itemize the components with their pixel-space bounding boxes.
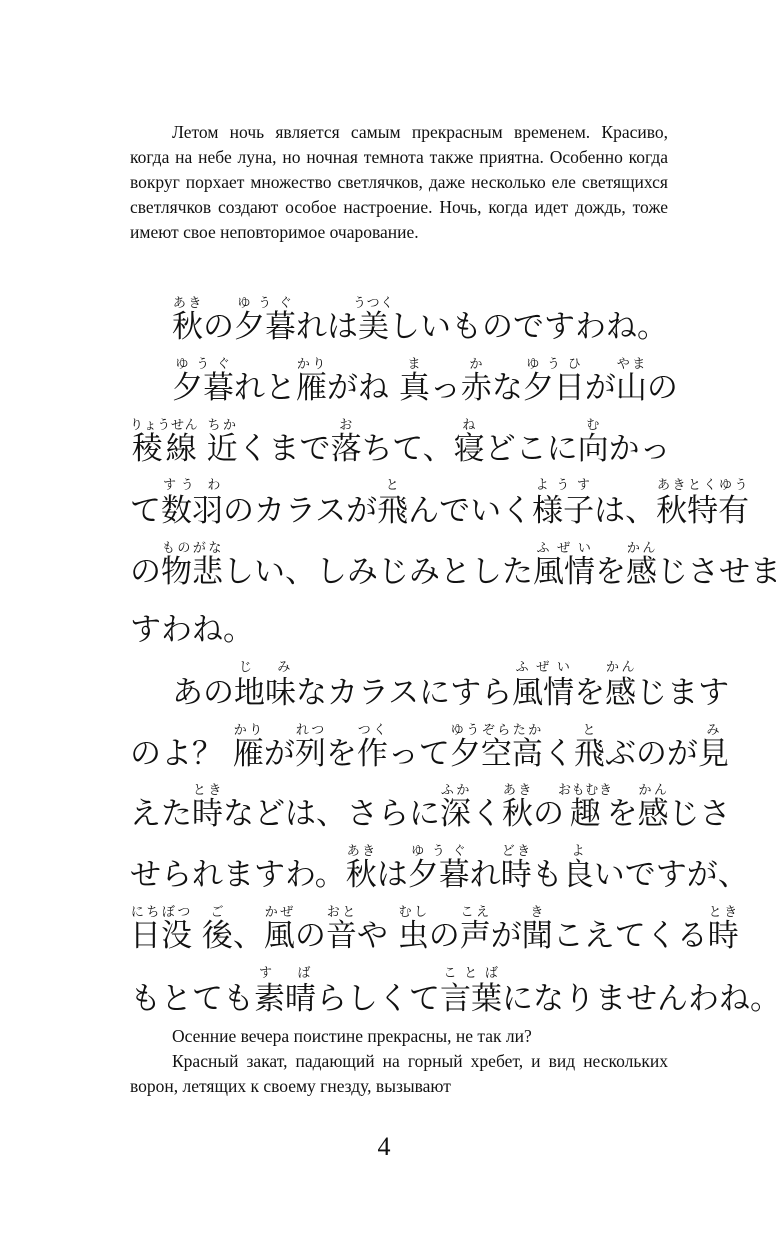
paragraph: Осенние вечера поистине прекрасны, не так ли? — [172, 1026, 532, 1046]
jp-line-1: 秋あきの夕暮ゆうぐれは美うつくしいものですわね。 — [172, 296, 668, 345]
jp-line-7: あの地味じ みなカラスにすら風情ふぜいを感かんじます — [172, 659, 730, 711]
jp-line-12: もとても素晴す ばらしくて言葉ことばになりませんわね。 — [130, 965, 781, 1017]
jp-line-6: すわね。 — [130, 611, 254, 648]
jp-line-9: えた時ときなどは、さらに深ふかく秋あきの趣おもむきを感かんじさ — [130, 783, 731, 833]
jp-line-10: せられますわ。秋あきは夕暮ゆうぐれ時どきも良よいですが、 — [130, 844, 749, 894]
japanese-text-block — [130, 296, 781, 1029]
jp-line-11: 日没にちぼつ 後ご、風かぜの音おとや 虫むしの声こえが聞きこえてくる時とき — [130, 904, 739, 954]
jp-line-5: の物悲ものがなしい、しみじみとした風情ふぜいを感かんじさせま — [130, 541, 781, 591]
russian-paragraph-bottom — [130, 1024, 668, 1099]
paragraph: Красный закат, падающий на горный хребет, и вид нескольких ворон, летящих к своему гнезду, вызывают — [130, 1051, 668, 1096]
jp-line-2: 夕暮ゆうぐれと雁かりがね 真まっ赤かな夕日ゆうひが山やまの — [172, 356, 678, 406]
russian-paragraph-top — [130, 120, 668, 245]
jp-line-4: て数羽すう わのカラスが飛とんでいく様子ようすは、秋特有あきとくゆう — [130, 478, 750, 530]
paragraph: Летом ночь является самым прекрасным временем. Красиво, когда на небе луна, но ночная темнота также приятна. Особенно когда вокруг порхает множество светлячков, даже несколько еле светящихся светлячков создают особое настроение. Ночь, когда идет дождь, тоже имеют свое неповторимое очарование. — [130, 122, 668, 242]
jp-line-8: のよ？ 雁かりが列れつを作つくって夕空高ゆうぞらたかく飛とぶのが見み — [130, 722, 729, 772]
page-number: 4 — [377, 1132, 391, 1161]
jp-line-3: 稜線りょうせん 近ちかくまで落おちて、寝ねどこに向むかっ — [130, 417, 671, 467]
